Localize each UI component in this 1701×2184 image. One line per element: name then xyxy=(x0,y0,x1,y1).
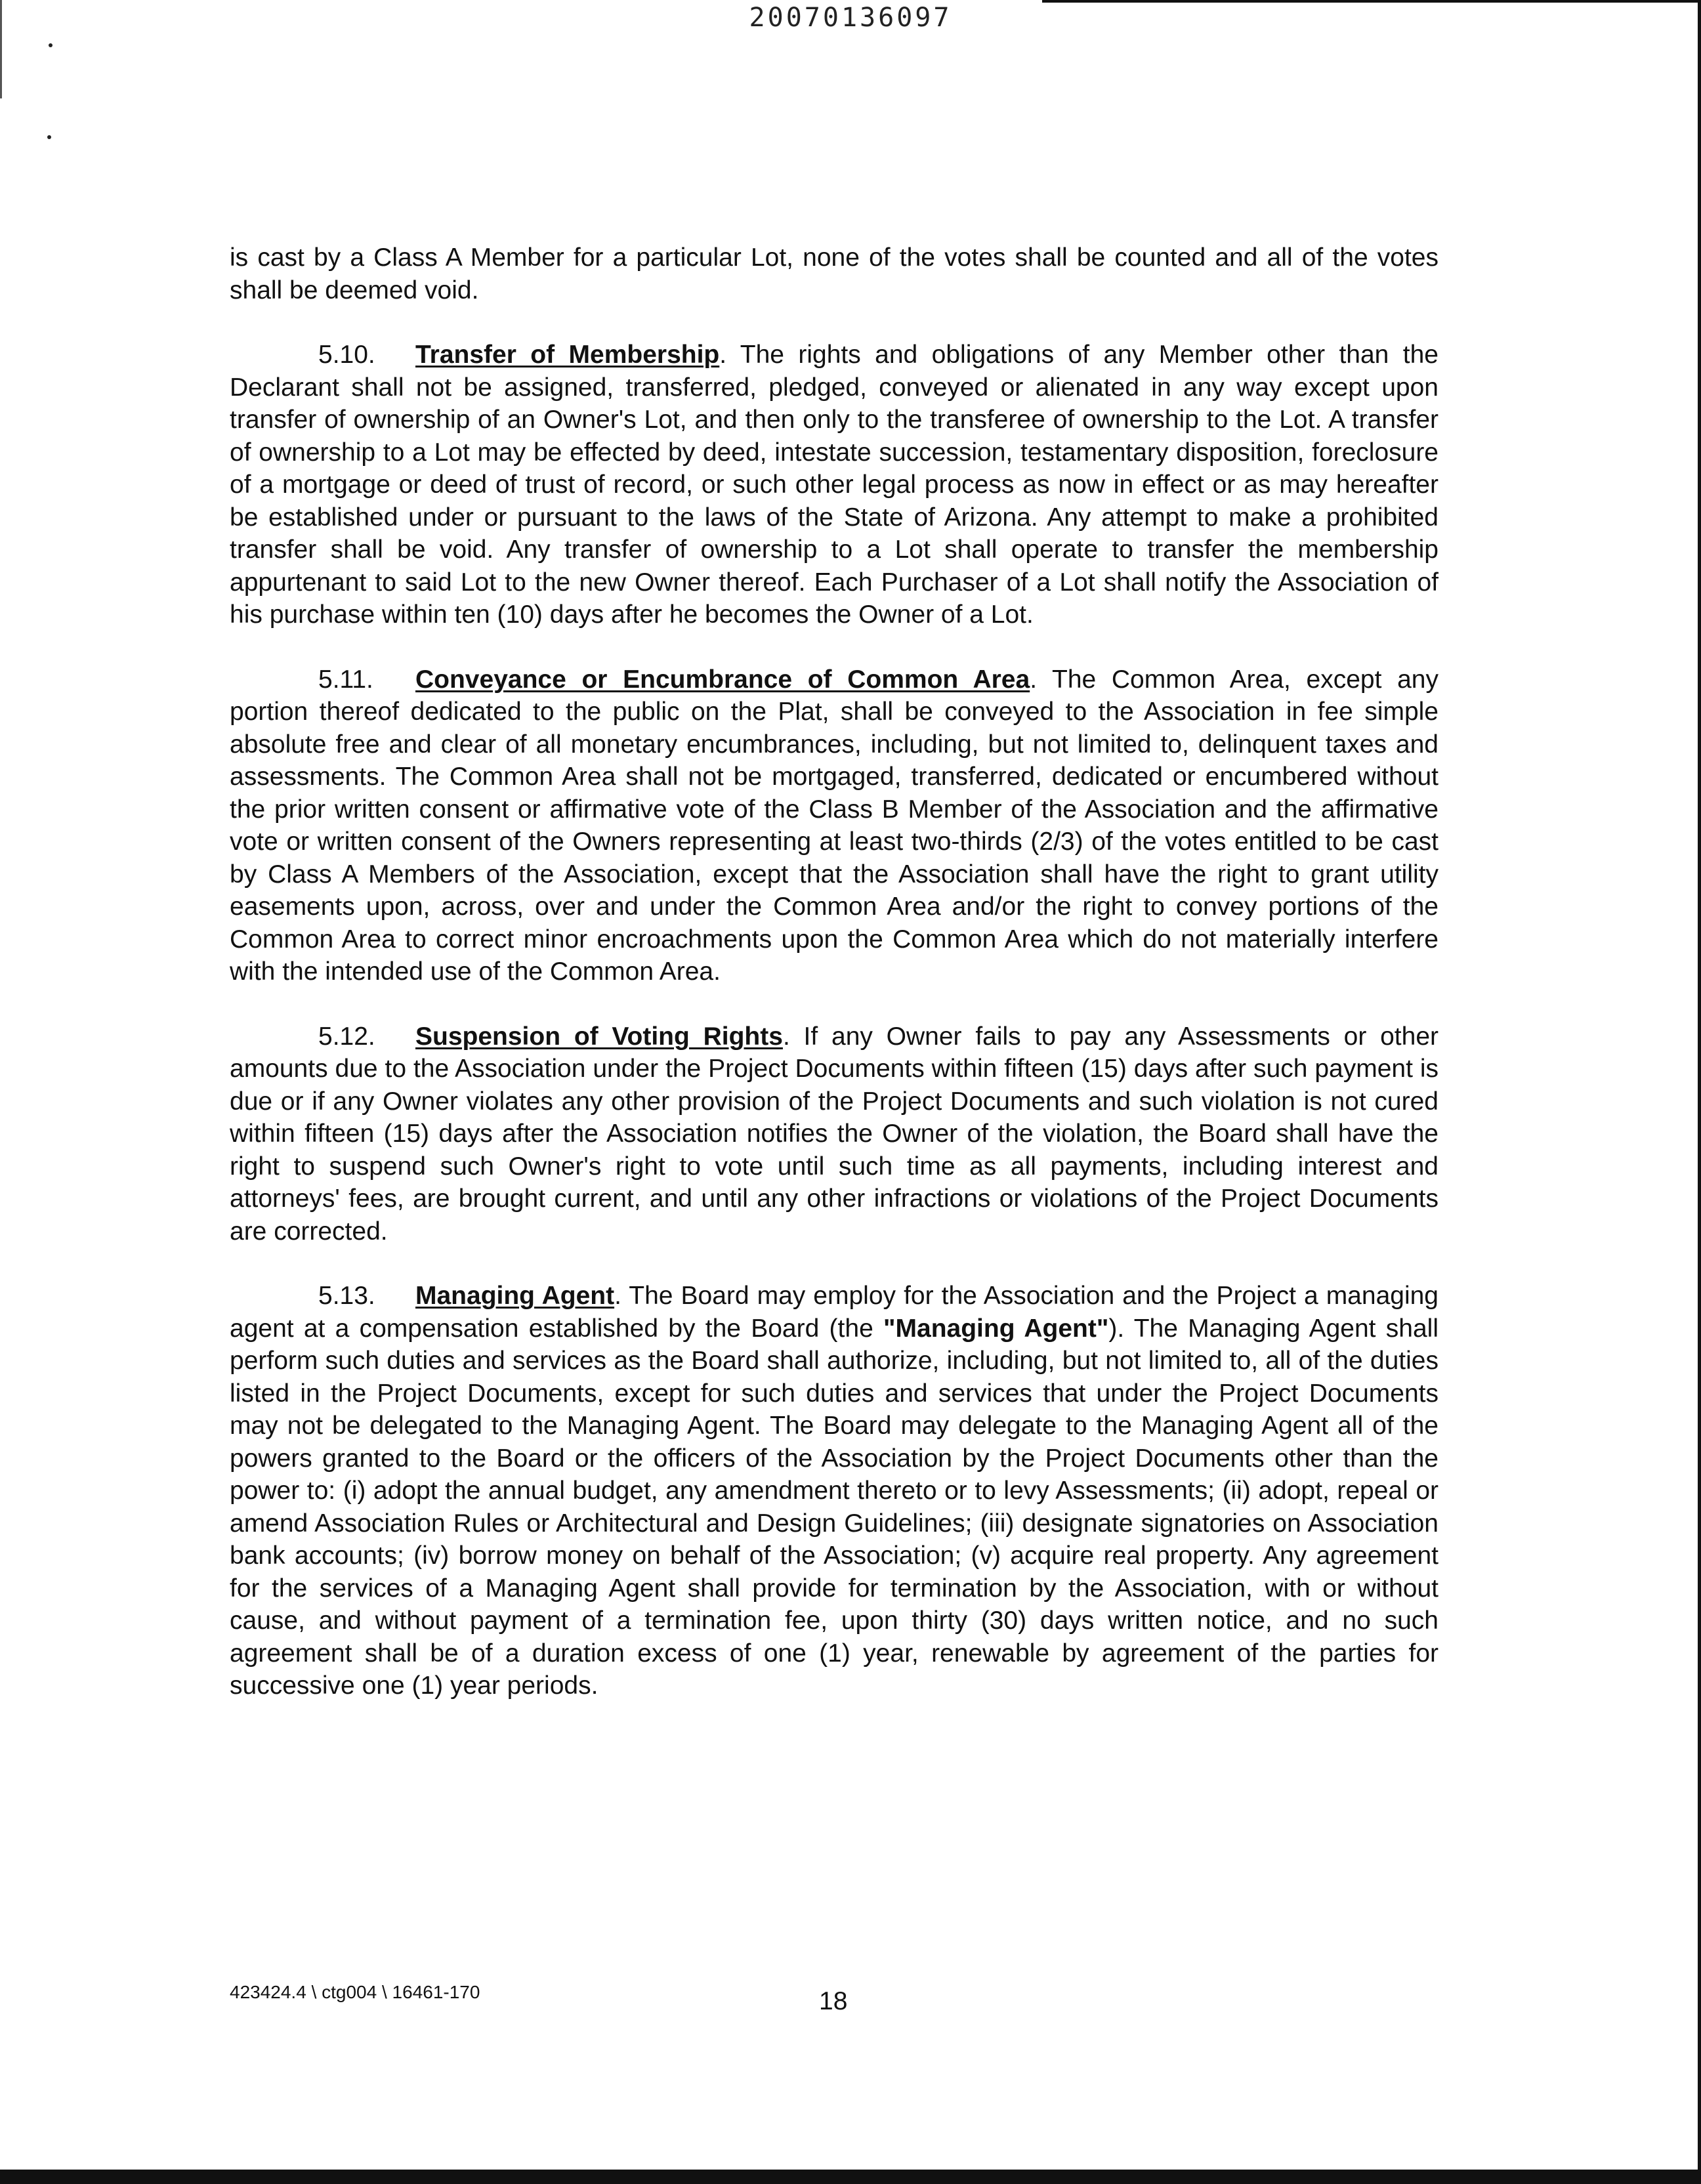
scan-border-bottom xyxy=(0,2170,1701,2184)
section-heading: Managing Agent xyxy=(415,1282,615,1310)
section-text: . The rights and obligations of any Member other than the Declarant shall not be assigned, transferred, pledged, conveyed or alienated in any way except upon transfer of ownership of an Owner's Lot, and then only to the transferee of ownership to the Lot. A transfer of ownership to a Lot may be effected by deed, intestate succession, testamentary disposition, foreclosure of a mortgage or deed of trust of record, or such other legal process as now in effect or as may hereafter be established under or pursuant to the laws of the State of Arizona. Any attempt to make a prohibited transfer shall be void. Any transfer of ownership to a Lot shall operate to transfer the membership appurtenant to said Lot to the new Owner thereof. Each Purchaser of a Lot shall notify the Association of his purchase within ten (10) days after he becomes the Owner of a Lot. xyxy=(230,341,1438,629)
section-5-13 xyxy=(230,1280,1438,1702)
section-text: . The Board may employ for the Association and the Project a managing agent at a compensation established by the Board (the xyxy=(230,1282,1438,1343)
intro-paragraph: is cast by a Class A Member for a particular Lot, none of the votes shall be counted and all of the votes shall be deemed void. xyxy=(230,243,1438,304)
section-5-12 xyxy=(230,1020,1438,1248)
section-heading: Transfer of Membership xyxy=(415,341,720,369)
section-number: 5.12. xyxy=(318,1022,375,1051)
section-number: 5.11. xyxy=(318,665,373,694)
recording-number: 20070136097 xyxy=(749,3,952,33)
section-5-11 xyxy=(230,663,1438,988)
section-number: 5.10. xyxy=(318,341,375,369)
scan-speck xyxy=(47,135,51,139)
scan-speck xyxy=(49,43,52,47)
footer-document-id: 423424.4 \ ctg004 \ 16461-170 xyxy=(230,1982,480,2002)
section-text-continued: ). The Managing Agent shall perform such duties and services as the Board shall authorize, including, but not limited to, all of the duties listed in the Project Documents, except for such duties and services that under the Project Documents may not be delegated to the Managing Agent. The Board may delegate to the Managing Agent all of the powers granted to the Board or the officers of the Association by the Project Documents other than the power to: (i) adopt the annual budget, any amendment thereto or to levy Assessments; (ii) adopt, repeal or amend Association Rules or Architectural and Design Guidelines; (iii) designate signatories on Association bank accounts; (iv) borrow money on behalf of the Association; (v) acquire real property. Any agreement for the services of a Managing Agent shall provide for termination by the Association, with or without cause, and without payment of a termination fee, upon thirty (30) days written notice, and no such agreement shall be of a duration excess of one (1) year, renewable by agreement of the parties for successive one (1) year periods. xyxy=(230,1314,1438,1700)
section-text: . If any Owner fails to pay any Assessments or other amounts due to the Association under the Project Documents within fifteen (15) days after such payment is due or if any Owner violates any other provision of the Project Documents and such violation is not cured within fifteen (15) days after the Association notifies the Owner of the violation, the Board shall have the right to suspend such Owner's right to vote until such time as all payments, including interest and attorneys' fees, are brought current, and until any other infractions or violations of the Project Documents are corrected. xyxy=(230,1022,1438,1246)
page-number: 18 xyxy=(819,1987,848,2015)
document-body xyxy=(230,242,1438,1734)
section-5-10 xyxy=(230,339,1438,631)
scan-border-right xyxy=(1698,0,1701,2184)
section-number: 5.13. xyxy=(318,1282,375,1310)
section-heading: Conveyance or Encumbrance of Common Area xyxy=(415,665,1030,694)
defined-term: "Managing Agent" xyxy=(883,1314,1109,1343)
section-heading: Suspension of Voting Rights xyxy=(415,1022,783,1051)
section-text: . The Common Area, except any portion thereof dedicated to the public on the Plat, shall be conveyed to the Association in fee simple absolute free and clear of all monetary encumbrances, including, but not limited to, delinquent taxes and assessments. The Common Area shall not be mortgaged, transferred, dedicated or encumbered without the prior written consent or affirmative vote of the Class B Member of the Association and the affirmative vote or written consent of the Owners representing at least two-thirds (2/3) of the votes entitled to be cast by Class A Members of the Association, except that the Association shall have the right to grant utility easements upon, across, over and under the Common Area and/or the right to convey portions of the Common Area to correct minor encroachments upon the Common Area which do not materially interfere with the intended use of the Common Area. xyxy=(230,665,1438,986)
